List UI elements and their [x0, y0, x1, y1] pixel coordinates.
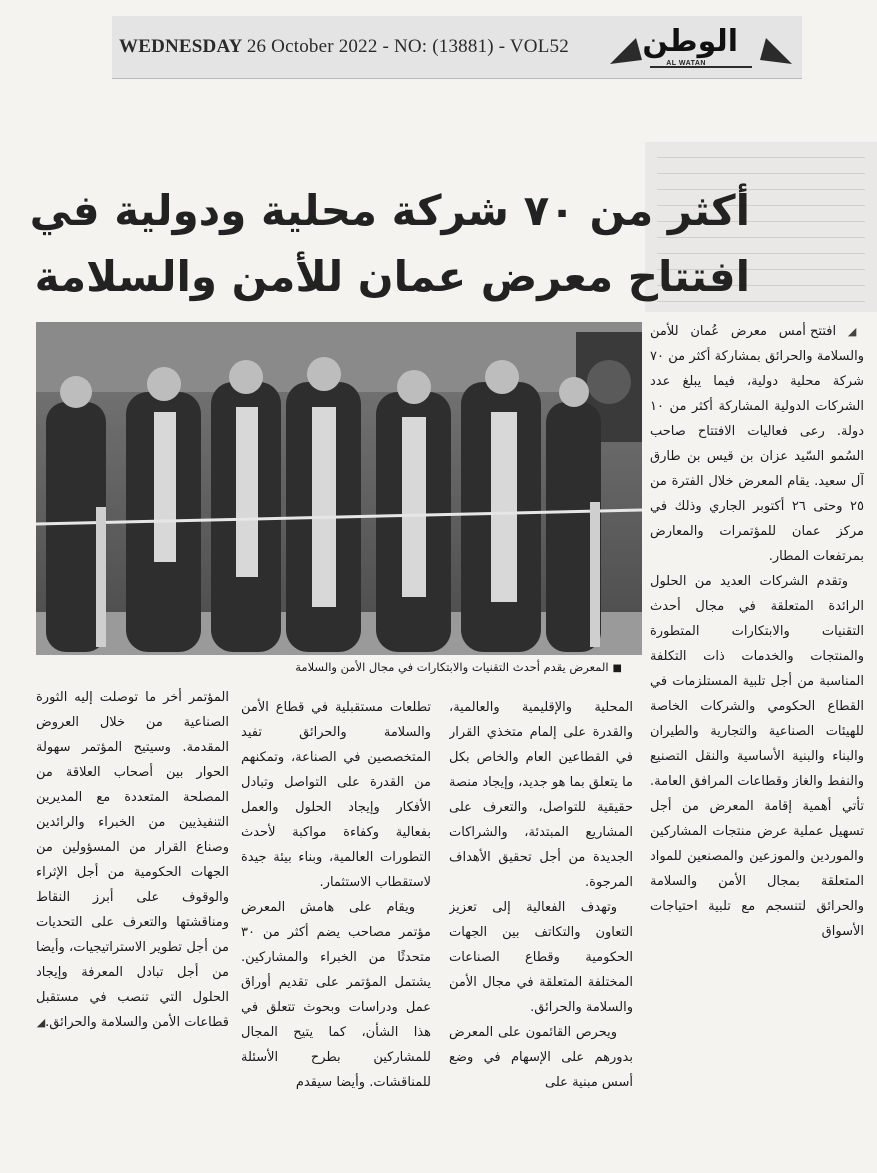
newspaper-logo [606, 20, 796, 74]
article-column-1 [650, 319, 864, 1141]
paragraph: تطلعات مستقبلية في قطاع الأمن والسلامة والحرائق تفيد المتخصصين في الصناعة، وتمكنهم من القدرة على التواصل وتبادل الأفكار وإيجاد الحلول والعمل بفعالية وكفاءة مواكبة لأحدث التطورات العالمية، وبناء بيئة جيدة لاستقطاب الاستثمار. [241, 700, 431, 890]
caption-bullet: ■ [612, 663, 622, 674]
separator: - [493, 36, 510, 57]
closing-text: المؤتمر أخر ما توصلت إليه الثورة الصناعية من خلال العروض المقدمة. وسيتيح المؤتمر سهولة الحوار بين أصحاب العلاقة من المصلحة المتعددة مع المديرين التنفيذيين من الخبراء والرائدين وصناع القرار من المسؤولين من الجهات الحكومية من أجل الإثراء والوقوف على أبرز النقاط ومناقشتها والتعرف على التحديات من أجل تطوير الاستراتيجيات، وأيضا من أجل تبادل المعرفة وإيجاد الحلول التي تنصب في مستقبل قطاعات الأمن والسلامة والحرائق. [36, 690, 229, 1030]
paragraph: وتهدف الفعالية إلى تعزيز التعاون والتكاتف بين الجهات الحكومية وقطاع الصناعات المختلفة المتعلقة في مجال الأمن والسلامة والحرائق. [449, 900, 633, 1015]
paragraph: وتقدم الشركات العديد من الحلول الرائدة المتعلقة في مجال أحدث التقنيات والابتكارات المتطورة والمنتجات والخدمات ذات التكلفة المناسبة من أجل تلبية المستلزمات في القطاع الحكومي والشركات الخاصة للهيئات الصناعية والتجارية والطيران والبناء والبنية الأساسية والنقل التصنيع والنفط والغاز وقطاعات المرافق العامة. تأتي أهمية إقامة المعرض من أجل تسهيل عملية عرض منتجات المشاركين والموردين والموزعين والمصنعين للمواد المتعلقة بمجال الأمن والسلامة والحرائق لتنسجم مع تلبية احتياجات الأسواق [650, 574, 864, 939]
logo-arabic: الوطن [642, 24, 738, 59]
paragraph: المحلية والإقليمية والعالمية، والقدرة على إلمام متخذي القرار في القطاعين العام والخاص بكل ما يتعلق بما هو جديد، وإيجاد منصة حقيقية للتواصل، والتعرف على المشاريع المبتدئة، والشراكات الجديدة من أجل تحقيق الأهداف المرجوة. [449, 700, 633, 890]
end-marker-icon: ◢ [36, 1016, 46, 1029]
closing-paragraph [36, 685, 229, 1035]
caption-text: المعرض يقدم أحدث التقنيات والابتكارات في مجال الأمن والسلامة [295, 660, 609, 674]
headline-line-1: أكثر من ٧٠ شركة محلية ودولية في [29, 186, 750, 235]
article-column-4 [36, 685, 229, 1143]
issue-volume: VOL52 [509, 36, 569, 57]
paragraph: ويحرص القائمون على المعرض بدورهم على الإسهام في وضع أسس مبنية على [449, 1025, 633, 1090]
masthead [112, 16, 802, 79]
article-headline [29, 178, 750, 310]
photo-caption [118, 660, 622, 674]
paragraph: ويقام على هامش المعرض مؤتمر مصاحب يضم أكثر من ٣٠ متحدثًا من الخبراء والمشاركين. يشتمل المؤتمر على تقديم أوراق عمل ودراسات وبحوث تتعلق في هذا الشأن، كما يتيح المجال للمشاركين بطرح الأسئلة للمناقشات. وأيضا سيقدم [241, 900, 431, 1090]
lead-marker-icon: ◢ [847, 325, 864, 338]
issue-line [119, 36, 569, 58]
headline-line-2: افتتاح معرض عمان للأمن والسلامة [34, 252, 750, 301]
lead-text: افتتح أمس معرض عُمان للأمن والسلامة والحرائق بمشاركة أكثر من ٧٠ شركة محلية دولية، فيما يبلغ عدد الشركات الدولية المشاركة أكثر من ١٠ دولة. رعى فعاليات الافتتاح صاحب السُمو السّيد عزان بن قيس بن طارق آل سعيد. يقام المعرض خلال الفترة من ٢٥ وحتى ٢٦ أكتوبر الجاري وذلك في مركز عمان للمؤتمرات والمعارض بمرتفعات المطار. [650, 324, 864, 564]
logo-english: AL WATAN [666, 60, 706, 67]
article-photo [36, 322, 642, 655]
article-column-3 [241, 695, 431, 1143]
ribbon-cutting-photo [36, 322, 642, 655]
separator: - [377, 36, 394, 57]
issue-day: WEDNESDAY [119, 36, 242, 57]
issue-number: NO: (13881) [393, 36, 494, 57]
lead-paragraph [650, 319, 864, 569]
issue-date: 26 October 2022 [246, 36, 378, 57]
article-column-2 [449, 695, 633, 1143]
